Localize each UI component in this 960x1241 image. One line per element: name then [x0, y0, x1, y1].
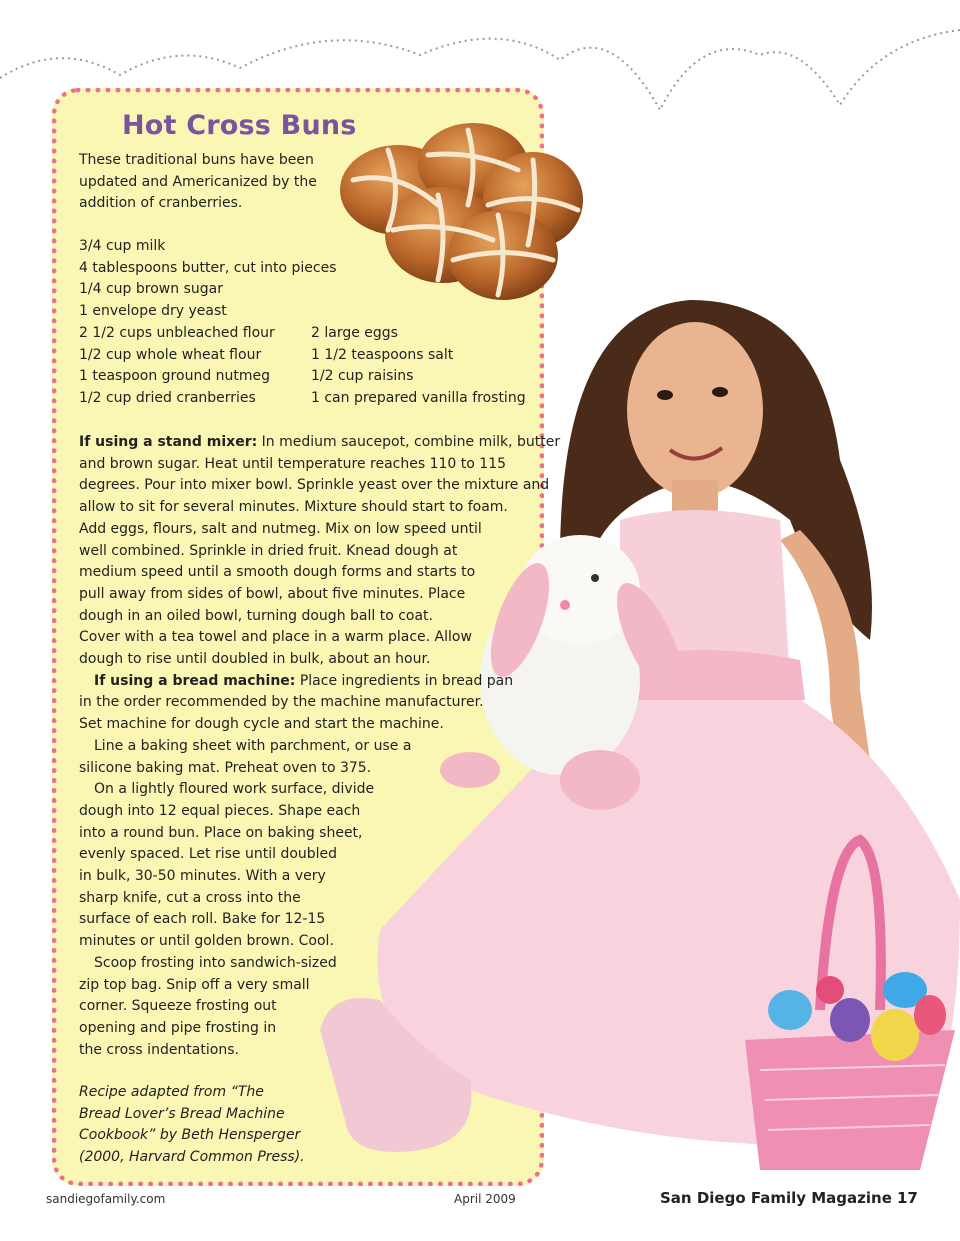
- ingredient-item: 1/2 cup dried cranberries: [79, 389, 256, 406]
- ingredient-item: 2 large eggs: [311, 325, 398, 341]
- instruction-line: in the order recommended by the machine manufacturer.: [79, 694, 484, 711]
- credit-line: Cookbook” by Beth Hensperger: [79, 1127, 301, 1144]
- credit-line: Bread Lover’s Bread Machine: [79, 1105, 285, 1122]
- ingredient-item: 1 teaspoon ground nutmeg: [79, 368, 271, 385]
- ingredient-item: 1 1/2 teaspoons salt: [311, 346, 454, 363]
- ingredient-list-left: [79, 236, 337, 410]
- ingredient-item: 3/4 cup milk: [79, 238, 166, 254]
- footer-magazine-name: San Diego Family Magazine: [660, 1189, 892, 1207]
- credit-line: (2000, Harvard Common Press).: [79, 1149, 305, 1166]
- ingredient-item: 1/2 cup whole wheat flour: [79, 346, 262, 363]
- instruction-line: Scoop frosting into sandwich-sized: [94, 954, 337, 971]
- instruction-line: and brown sugar. Heat until temperature reaches 110 to 115: [79, 455, 507, 472]
- instruction-line: Line a baking sheet with parchment, or use a: [94, 737, 412, 754]
- ingredient-item: 2 1/2 cups unbleached flour: [79, 324, 275, 341]
- ingredient-list-right: [311, 323, 526, 410]
- recipe-credit: [79, 1082, 305, 1169]
- instruction-line: Cover with a tea towel and place in a warm place. Allow: [79, 629, 472, 646]
- ingredient-item: 1 can prepared vanilla frosting: [311, 390, 526, 407]
- recipe-instructions: [79, 432, 560, 1061]
- instruction-line: On a lightly floured work surface, divide: [94, 781, 375, 798]
- instruction-line: surface of each roll. Bake for 12-15: [79, 911, 326, 928]
- page-number: 17: [897, 1189, 918, 1207]
- stand-mixer-label: If using a stand mixer:: [79, 434, 258, 450]
- instruction-line: the cross indentations.: [79, 1041, 239, 1058]
- bun-group: [340, 123, 583, 300]
- recipe-title: Hot Cross Buns: [122, 110, 357, 141]
- footer-website: sandiegofamily.com: [46, 1192, 166, 1206]
- credit-line: Recipe adapted from “The: [79, 1084, 264, 1100]
- ingredient-item: 1 envelope dry yeast: [79, 303, 227, 320]
- instruction-line: pull away from sides of bowl, about five minutes. Place: [79, 585, 466, 602]
- bread-machine-label: If using a bread machine:: [94, 672, 296, 689]
- instruction-text: In medium saucepot, combine milk, butter: [257, 434, 561, 450]
- instruction-line: degrees. Pour into mixer bowl. Sprinkle yeast over the mixture and: [79, 477, 550, 494]
- instruction-line: [79, 432, 560, 454]
- footer-date: April 2009: [454, 1192, 516, 1206]
- instruction-line: evenly spaced. Let rise until doubled: [79, 846, 338, 863]
- instruction-line: sharp knife, cut a cross into the: [79, 889, 301, 906]
- instruction-line: well combined. Sprinkle in dried fruit. Knead dough at: [79, 542, 458, 559]
- instruction-line: Set machine for dough cycle and start the machine.: [79, 716, 444, 733]
- instruction-line: silicone baking mat. Preheat oven to 375.: [79, 759, 372, 776]
- instruction-line: corner. Squeeze frosting out: [79, 998, 277, 1015]
- instruction-line: dough into 12 equal pieces. Shape each: [79, 802, 361, 819]
- instruction-line: dough in an oiled bowl, turning dough ball to coat.: [79, 607, 433, 624]
- instruction-line: Add eggs, flours, salt and nutmeg. Mix on low speed until: [79, 520, 482, 537]
- instruction-line: in bulk, 30-50 minutes. With a very: [79, 868, 326, 885]
- ingredient-item: 4 tablespoons butter, cut into pieces: [79, 259, 337, 276]
- instruction-line: into a round bun. Place on baking sheet,: [79, 824, 363, 841]
- ingredient-item: 1/2 cup raisins: [311, 368, 414, 385]
- instruction-line: zip top bag. Snip off a very small: [79, 976, 310, 993]
- instruction-line: medium speed until a smooth dough forms and starts to: [79, 564, 476, 581]
- instruction-line: allow to sit for several minutes. Mixture should start to foam.: [79, 499, 508, 516]
- instruction-line: opening and pipe frosting in: [79, 1019, 277, 1036]
- instruction-line: [79, 671, 560, 693]
- instruction-text: Place ingredients in bread pan: [295, 672, 514, 689]
- ingredient-item: 1/4 cup brown sugar: [79, 281, 223, 298]
- instruction-line: dough to rise until doubled in bulk, about an hour.: [79, 651, 431, 668]
- instruction-line: minutes or until golden brown. Cool.: [79, 933, 334, 950]
- recipe-intro: These traditional buns have been updated and Americanized by the addition of cranberries.: [79, 152, 317, 212]
